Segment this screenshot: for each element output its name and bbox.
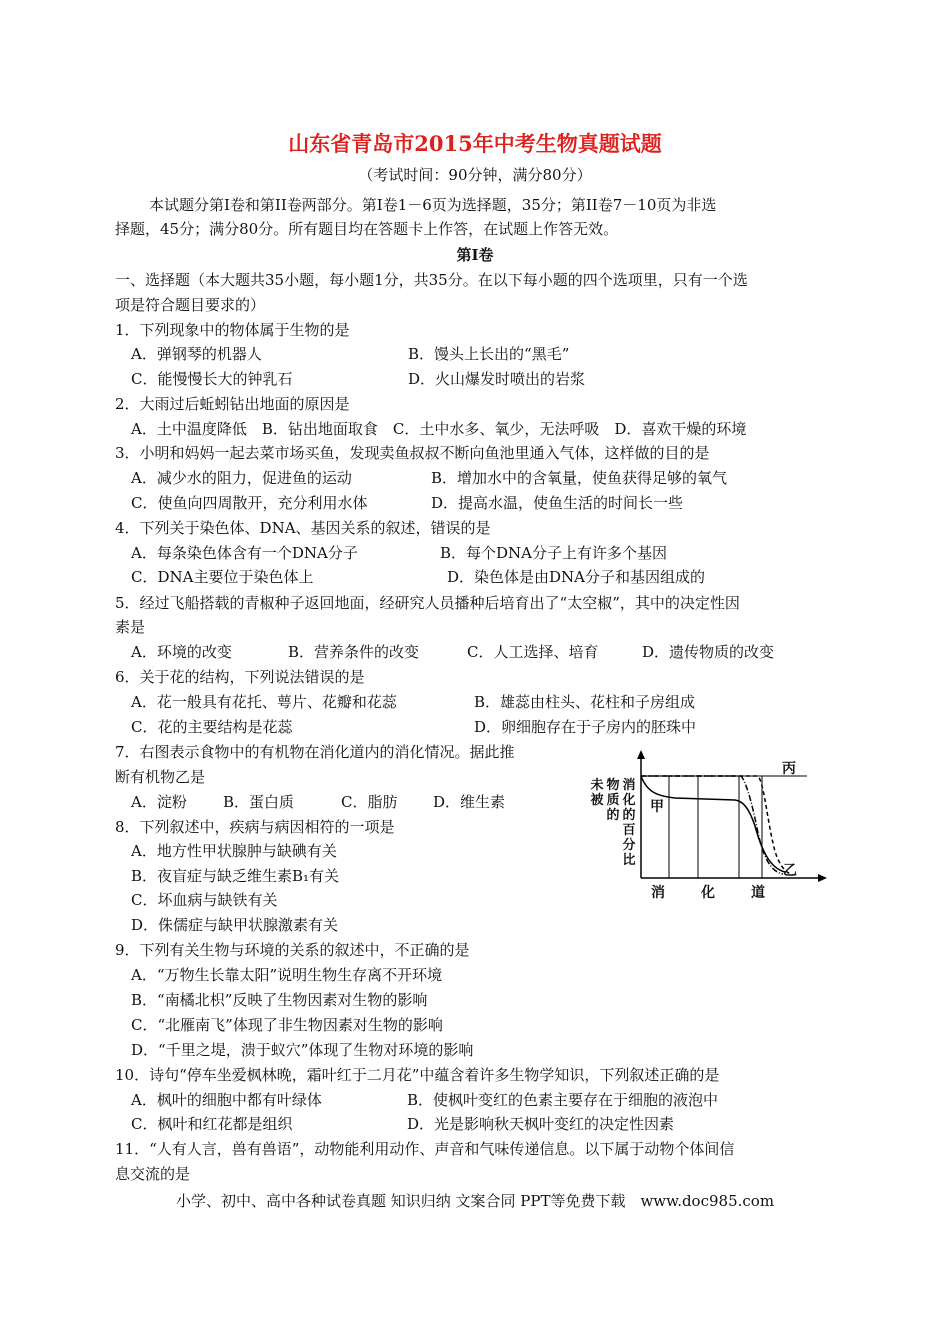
section-instructions-1: 一、选择题（本大题共35小题，每小题1分，共35分。在以下每小题的四个选项里，只有一个选 xyxy=(115,271,748,289)
q9-stem: 9．下列有关生物与环境的关系的叙述中，不正确的是 xyxy=(115,941,470,959)
q1-option-a: A．弹钢琴的机器人 xyxy=(131,345,262,363)
footer: 小学、初中、高中各种试卷真题 知识归纳 文案合同 PPT等免费下载 www.doc985.com xyxy=(175,1192,775,1210)
q3-stem: 3．小明和妈妈一起去菜市场买鱼，发现卖鱼叔叔不断向鱼池里通入气体，这样做的目的是 xyxy=(115,444,710,462)
q7-option-b: B．蛋白质 xyxy=(223,793,295,811)
series-label-jia: 甲 xyxy=(650,799,664,815)
q2-options: A．土中温度降低 B．钻出地面取食 C．土中水多、氧少，无法呼吸 D．喜欢干燥的环境 xyxy=(131,420,747,438)
page-title: 山东省青岛市2015年中考生物真题试题 xyxy=(288,131,662,156)
q7-stem-2: 断有机物乙是 xyxy=(115,768,206,786)
q9-option-d: D．“千里之堤，溃于蚁穴”体现了生物对环境的影响 xyxy=(131,1041,474,1059)
y-axis-label-col-2: 物 质 的 xyxy=(606,778,620,823)
q5-option-d: D．遗传物质的改变 xyxy=(642,643,775,661)
q3-option-c: C．使鱼向四周散开，充分利用水体 xyxy=(131,494,368,512)
q2-stem: 2．大雨过后蚯蚓钻出地面的原因是 xyxy=(115,395,350,413)
q6-option-a: A．花一般具有花托、萼片、花瓣和花蕊 xyxy=(131,693,397,711)
q1-option-d: D．火山爆发时喷出的岩浆 xyxy=(408,370,586,388)
q6-option-b: B．雄蕊由柱头、花柱和子房组成 xyxy=(474,693,696,711)
q3-option-a: A．减少水的阻力，促进鱼的运动 xyxy=(131,469,352,487)
x-axis-label-char-3: 道 xyxy=(751,885,765,901)
q10-option-b: B．使枫叶变红的色素主要存在于细胞的液泡中 xyxy=(407,1091,719,1109)
q9-option-a: A．“万物生长靠太阳”说明生物生存离不开环境 xyxy=(131,966,443,984)
q5-stem-2: 素是 xyxy=(115,618,146,636)
exam-info: （考试时间：90分钟，满分80分） xyxy=(358,166,592,184)
q4-option-d: D．染色体是由DNA分子和基因组成的 xyxy=(447,568,706,586)
y-axis-arrow xyxy=(637,750,645,759)
q3-option-d: D．提高水温，使鱼生活的时间长一些 xyxy=(431,494,684,512)
intro-line-1: 本试题分第I卷和第II卷两部分。第I卷1－6页为选择题，35分；第II卷7－10页为非选 xyxy=(149,196,717,214)
series-jia-line xyxy=(641,776,785,872)
series-label-bing: 丙 xyxy=(782,761,796,777)
q7-option-c: C．脂肪 xyxy=(341,793,398,811)
q4-option-a: A．每条染色体含有一个DNA分子 xyxy=(131,544,358,562)
intro-line-2: 择题，45分；满分80分。所有题目均在答题卡上作答，在试题上作答无效。 xyxy=(115,220,619,238)
x-axis-label-char-1: 消 xyxy=(651,885,665,901)
y-axis-label-col-3: 消 化 的 百 分 比 xyxy=(622,778,636,868)
q8-option-c: C．坏血病与缺铁有关 xyxy=(131,891,278,909)
q4-stem: 4．下列关于染色体、DNA、基因关系的叙述，错误的是 xyxy=(115,519,491,537)
q1-stem: 1．下列现象中的物体属于生物的是 xyxy=(115,321,350,339)
x-axis-label-char-2: 化 xyxy=(701,885,715,901)
q11-stem-2: 息交流的是 xyxy=(115,1165,191,1183)
q8-option-d: D．侏儒症与缺甲状腺激素有关 xyxy=(131,916,339,934)
q6-option-d: D．卵细胞存在于子房内的胚珠中 xyxy=(474,718,697,736)
q10-stem: 10．诗句“停车坐爱枫林晚，霜叶红于二月花”中蕴含着许多生物学知识，下列叙述正确的是 xyxy=(115,1066,720,1084)
section-title: 第I卷 xyxy=(456,246,494,264)
q5-option-c: C．人工选择、培育 xyxy=(467,643,599,661)
q4-option-b: B．每个DNA分子上有许多个基因 xyxy=(440,544,668,562)
q6-stem: 6．关于花的结构，下列说法错误的是 xyxy=(115,668,365,686)
q9-option-b: B．“南橘北枳”反映了生物因素对生物的影响 xyxy=(131,991,428,1009)
q7-option-d: D．维生素 xyxy=(433,793,506,811)
q8-stem: 8．下列叙述中，疾病与病因相符的一项是 xyxy=(115,818,395,836)
q5-option-a: A．环境的改变 xyxy=(131,643,232,661)
y-axis-label-col-1: 未 被 xyxy=(590,778,604,808)
series-label-yi: 乙 xyxy=(783,863,797,879)
q7-option-a: A．淀粉 xyxy=(131,793,187,811)
q10-option-d: D．光是影响秋天枫叶变红的决定性因素 xyxy=(407,1115,675,1133)
q7-stem-1: 7．右图表示食物中的有机物在消化道内的消化情况。据此推 xyxy=(115,743,515,761)
q8-option-b: B．夜盲症与缺乏维生素B₁有关 xyxy=(131,867,340,885)
section-instructions-2: 项是符合题目要求的） xyxy=(115,296,266,314)
q3-option-b: B．增加水中的含氧量，使鱼获得足够的氧气 xyxy=(431,469,728,487)
q11-stem-1: 11．“人有人言，兽有兽语”，动物能利用动作、声音和气味传递信息。以下属于动物个体间信 xyxy=(115,1140,735,1158)
q5-stem-1: 5．经过飞船搭载的青椒种子返回地面，经研究人员播种后培育出了“太空椒”，其中的决定性因 xyxy=(115,594,740,612)
q1-option-c: C．能慢慢长大的钟乳石 xyxy=(131,370,293,388)
x-axis-arrow xyxy=(818,874,827,882)
q9-option-c: C．“北雁南飞”体现了非生物因素对生物的影响 xyxy=(131,1016,443,1034)
q1-option-b: B．馒头上长出的“黑毛” xyxy=(408,345,570,363)
digestion-chart xyxy=(585,748,833,906)
q8-option-a: A．地方性甲状腺肿与缺碘有关 xyxy=(131,842,337,860)
q5-option-b: B．营养条件的改变 xyxy=(288,643,420,661)
q6-option-c: C．花的主要结构是花蕊 xyxy=(131,718,293,736)
series-bing-line xyxy=(641,776,793,875)
q4-option-c: C．DNA主要位于染色体上 xyxy=(131,568,314,586)
q10-option-a: A．枫叶的细胞中都有叶绿体 xyxy=(131,1091,322,1109)
q10-option-c: C．枫叶和红花都是组织 xyxy=(131,1115,293,1133)
